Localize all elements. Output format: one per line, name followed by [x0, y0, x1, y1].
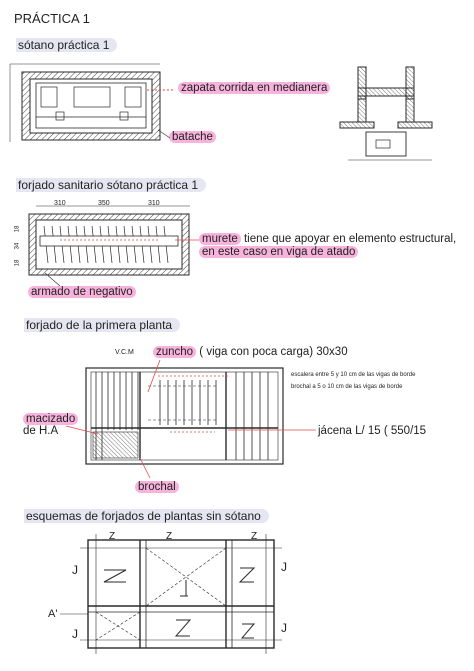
section-title-primera-planta: forjado de la primera planta [24, 318, 180, 332]
sotano-plan [10, 64, 175, 142]
label-armado: armado de negativo [28, 286, 136, 298]
right-mark-1: J [281, 560, 287, 574]
left-mark-3: J [72, 627, 78, 641]
foundation-section [340, 67, 432, 160]
label-macizado: macizado [23, 413, 78, 425]
zuncho-highlight: zuncho [153, 346, 196, 358]
label-brochal: brochal [135, 481, 179, 493]
section-title-forjado-sanitario: forjado sanitario sótano práctica 1 [16, 178, 206, 192]
side-dim-1: 18 [14, 225, 21, 233]
dim-label-2: 350 [98, 200, 110, 207]
right-mark-2: J [281, 621, 287, 635]
forjado-primera-planta [66, 360, 316, 478]
vcm-label: V.C.M [115, 349, 134, 356]
side-dim-3: 18 [14, 259, 21, 267]
section-title-esquemas: esquemas de forjados de plantas sin sótano [24, 509, 269, 523]
dim-label-1: 310 [54, 200, 66, 207]
left-mark-2: A' [48, 608, 58, 620]
label-jacena: jácena L/ 15 ( 550/15 [318, 425, 427, 437]
zuncho-rest: ( viga con poca carga) 30x30 [196, 346, 348, 358]
label-zapata: zapata corrida en medianera [178, 82, 330, 94]
top-mark-3: Z [251, 531, 258, 542]
top-mark-2: Z [166, 531, 173, 542]
dim-label-3: 310 [148, 200, 160, 207]
section-title-sotano: sótano práctica 1 [16, 38, 117, 52]
forjado-sanitario-plan [29, 206, 199, 286]
label-batache: batache [169, 131, 216, 143]
label-macizado-2: de H.A [23, 425, 59, 437]
note-brochal: brochal a 5 o 10 cm de las vigas de borde [291, 384, 403, 390]
top-mark-1: Z [109, 531, 116, 542]
side-dim-2: 34 [14, 242, 21, 250]
label-murete-line2: en este caso en viga de atado [199, 246, 358, 258]
murete-rest: tiene que apoyar en elemento estructural, [240, 233, 457, 245]
note-escalera: escalera entre 5 y 10 cm de las vigas de borde [291, 372, 416, 378]
murete-highlight: murete [199, 233, 241, 245]
esquemas-forjados [60, 534, 282, 654]
page-title: PRÁCTICA 1 [14, 11, 90, 26]
left-mark-1: J [72, 563, 78, 577]
